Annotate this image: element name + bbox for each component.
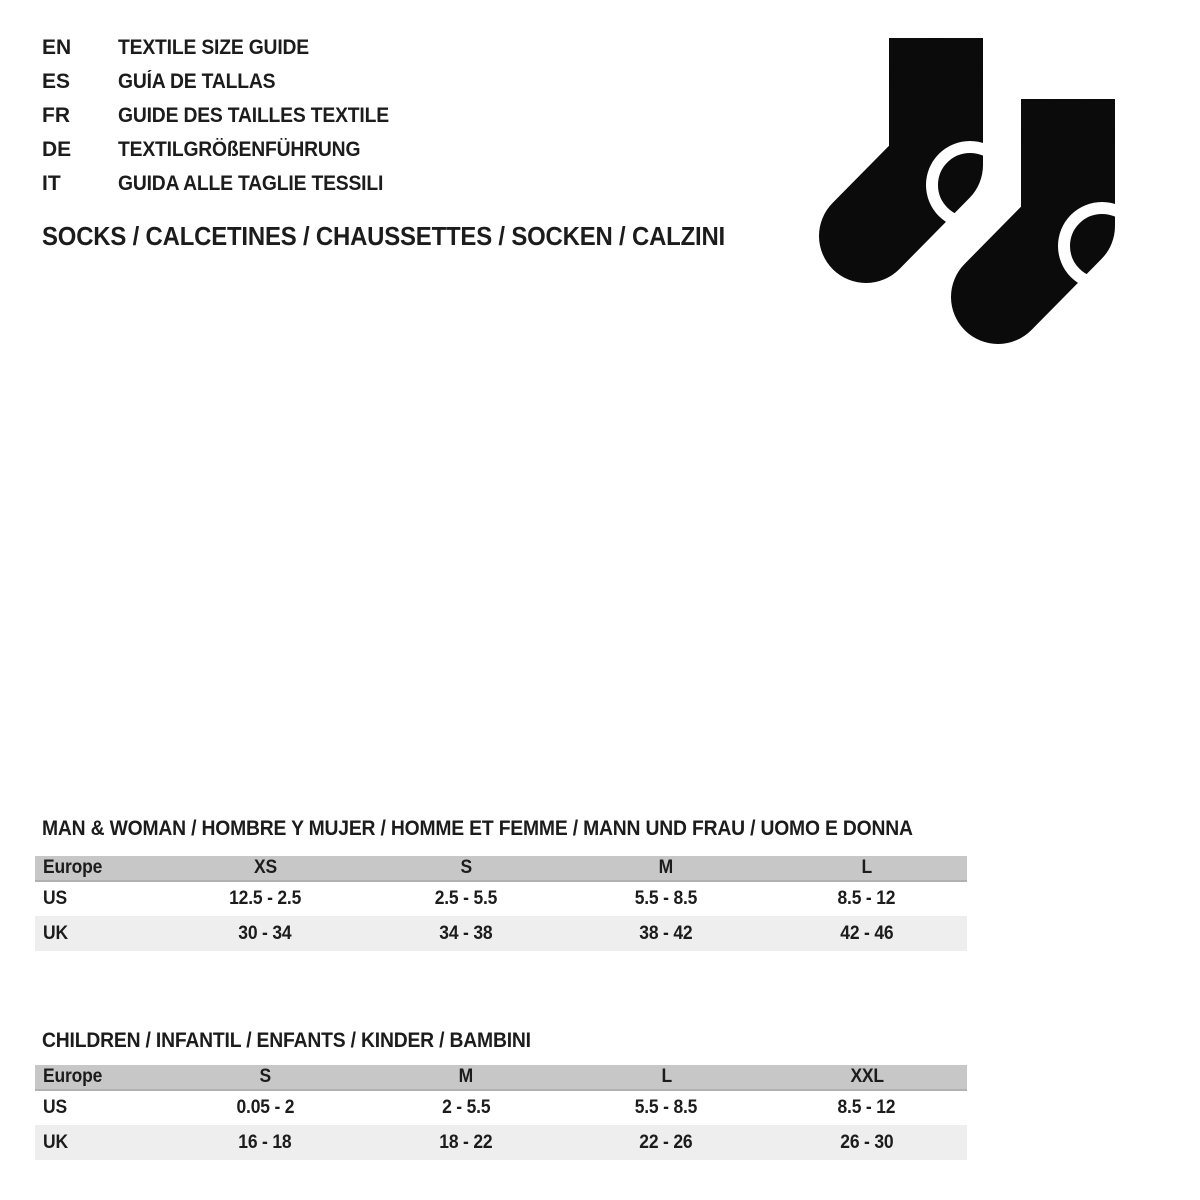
language-code: FR [42,104,70,127]
language-code: EN [42,36,72,59]
size-cell: 18 - 22 [439,1131,493,1153]
size-table-man-woman [35,856,967,951]
size-cell: 8.5 - 12 [837,888,896,909]
region-label: US [43,1097,67,1118]
product-line-title: SOCKS / CALCETINES / CHAUSSETTES / SOCKEN / CALZINI [42,221,726,251]
size-table-children [35,1065,967,1160]
size-cell: 0.05 - 2 [236,1097,295,1118]
column-header-region: Europe [35,1065,165,1090]
table-header-row [35,1065,967,1090]
size-cell: 2.5 - 5.5 [434,888,497,909]
size-cell: 5.5 - 8.5 [634,1097,698,1118]
column-header-size: XXL [767,1065,968,1090]
table-row-us [35,881,967,916]
column-header-size: XS [165,856,366,881]
language-title: GUÍA DE TALLAS [118,70,276,93]
column-header-size: S [165,1065,366,1090]
language-code: DE [42,138,72,161]
language-title: TEXTILGRÖßENFÜHRUNG [118,138,361,161]
table-row-us [35,1090,967,1125]
language-row-es [42,65,412,99]
column-header-size: M [566,856,767,881]
size-cell: 8.5 - 12 [837,1097,896,1118]
sock-right-icon [998,99,1140,297]
size-cell: 12.5 - 2.5 [229,888,302,909]
language-row-en [42,31,412,65]
size-cell: 34 - 38 [439,922,493,944]
size-cell: 30 - 34 [238,922,292,944]
language-row-fr [42,99,412,133]
region-label: UK [43,1131,68,1153]
column-header-size: L [767,856,968,881]
column-header-size: M [366,1065,567,1090]
column-header-region: Europe [35,856,165,881]
language-code: IT [42,172,61,195]
region-label: UK [43,922,68,944]
table-header-row [35,856,967,881]
size-cell: 2 - 5.5 [441,1097,490,1118]
language-title: GUIDE DES TAILLES TEXTILE [118,104,389,127]
size-cell: 16 - 18 [238,1131,292,1153]
socks-icon [818,25,1168,355]
table-row-uk [35,1125,967,1160]
language-title: GUIDA ALLE TAGLIE TESSILI [118,172,384,195]
language-row-de [42,133,412,167]
sock-left-icon [866,38,1008,236]
language-row-it [42,167,412,201]
language-legend [42,31,412,201]
column-header-size: L [566,1065,767,1090]
size-cell: 5.5 - 8.5 [634,888,698,909]
size-cell: 26 - 30 [840,1131,894,1153]
size-cell: 38 - 42 [639,922,693,944]
language-title: TEXTILE SIZE GUIDE [118,36,309,59]
column-header-size: S [366,856,567,881]
section-title-children: CHILDREN / INFANTIL / ENFANTS / KINDER / BAMBINI [42,1029,531,1052]
language-code: ES [42,70,71,93]
region-label: US [43,888,67,909]
size-cell: 22 - 26 [639,1131,693,1153]
section-title-man-woman: MAN & WOMAN / HOMBRE Y MUJER / HOMME ET FEMME / MANN UND FRAU / UOMO E DONNA [42,817,913,840]
size-cell: 42 - 46 [840,922,894,944]
table-row-uk [35,916,967,951]
